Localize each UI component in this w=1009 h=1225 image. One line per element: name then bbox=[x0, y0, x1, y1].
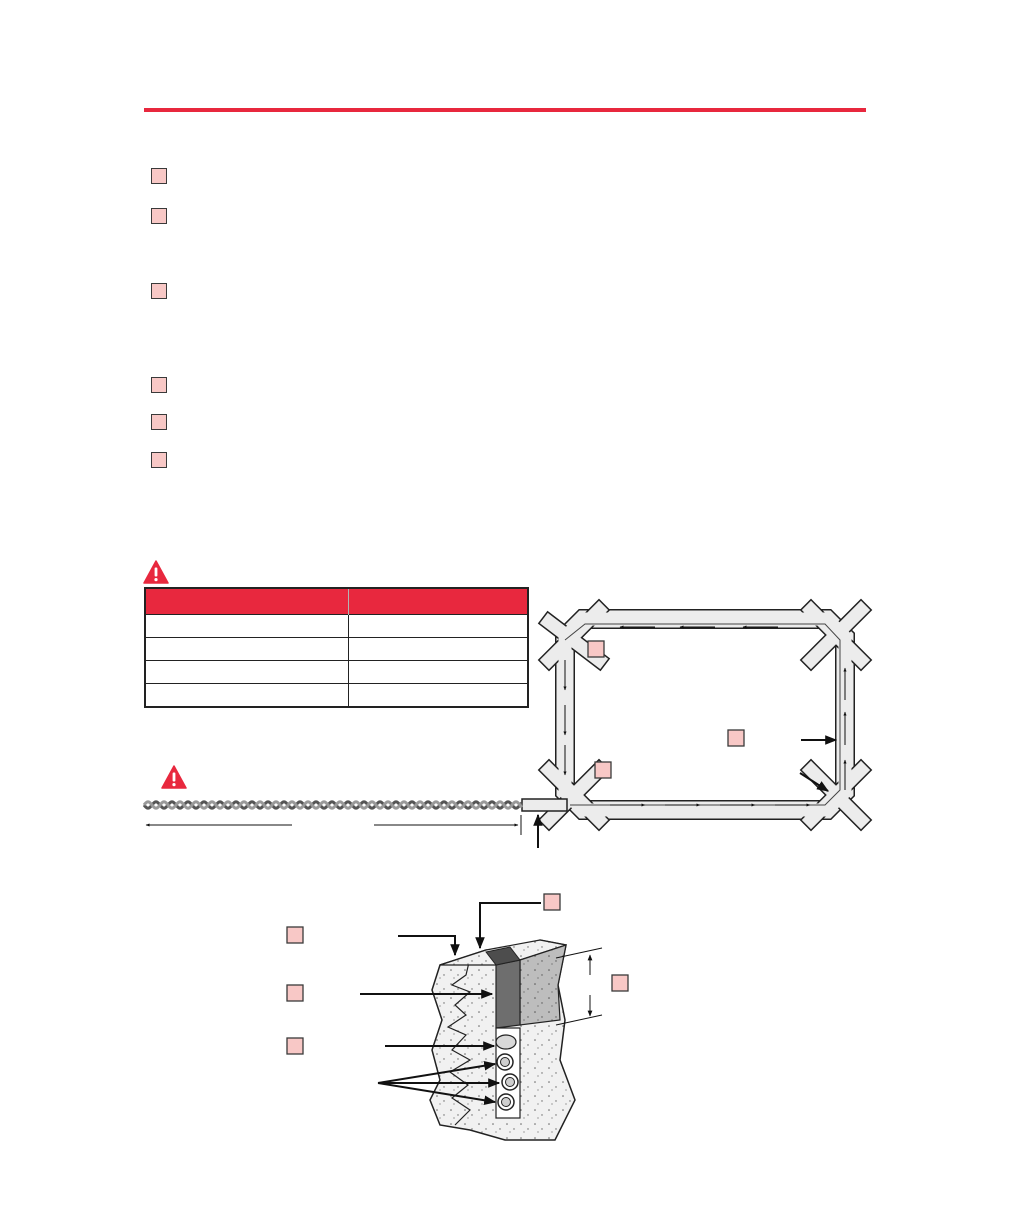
leader-arrow bbox=[398, 936, 455, 955]
backer-rod bbox=[496, 1035, 516, 1049]
callout-marker-section-top bbox=[544, 894, 560, 910]
callout-marker-section-1 bbox=[287, 927, 303, 943]
callout-marker-section-2 bbox=[287, 985, 303, 1001]
slot-sealant bbox=[496, 960, 520, 1028]
callout-marker-section-3 bbox=[287, 1038, 303, 1054]
callout-marker-section-depth bbox=[612, 975, 628, 991]
